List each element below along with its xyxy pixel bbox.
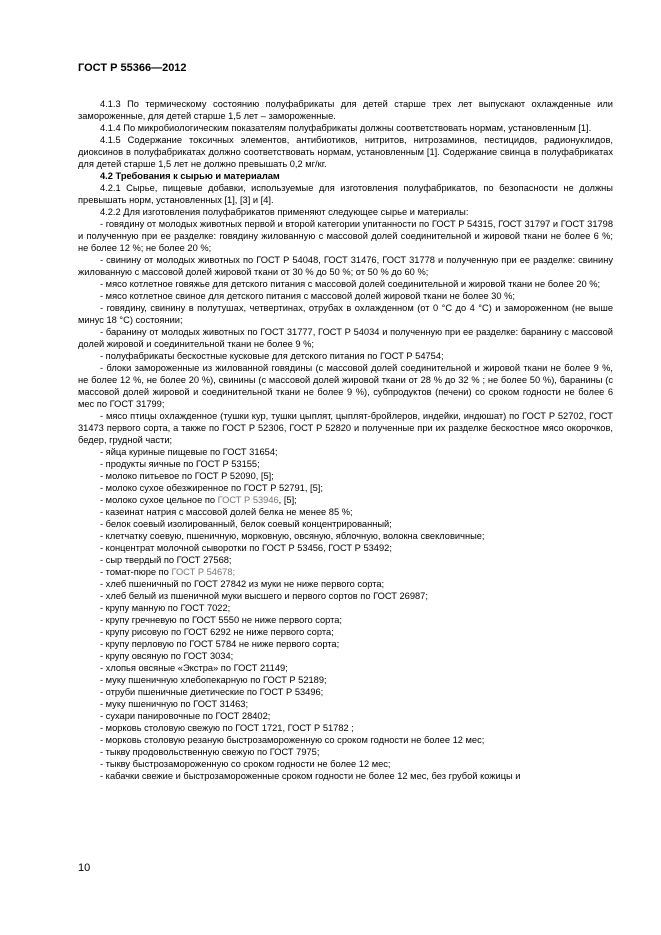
list-item: - говядину от молодых животных первой и второй категории упитанности по ГОСТ Р 54315, ГОСТ 31797 и ГОСТ 31798 и полученную при ее разделке: говядину жилованную с массовой долей соединительной и жировой ткани не более 6 %; не более 12 %; не более 20 %; (78, 219, 613, 253)
list-item: - яйца куриные пищевые по ГОСТ 31654; (100, 447, 278, 457)
item-text: - молоко сухое цельное по (100, 495, 218, 505)
page-number: 10 (78, 862, 91, 874)
list-item: - морковь столовую свежую по ГОСТ 1721, ГОСТ Р 51782 ; (100, 723, 354, 733)
section-heading: 4.2 Требования к сырью и материалам (100, 171, 280, 181)
list-item: - молоко питьевое по ГОСТ Р 52090, [5]; (100, 471, 274, 481)
list-item: - муку пшеничную хлебопекарную по ГОСТ Р 52189; (100, 675, 327, 685)
list-item: - белок соевый изолированный, белок соевый концентрированный; (100, 519, 392, 529)
list-item: - концентрат молочной сыворотки по ГОСТ Р 53456, ГОСТ Р 53492; (100, 543, 392, 553)
list-item: - крупу манную по ГОСТ 7022; (100, 603, 231, 613)
list-item: - сыр твердый по ГОСТ 27568; (100, 555, 232, 565)
list-item: - муку пшеничную по ГОСТ 31463; (100, 699, 249, 709)
document-body (78, 98, 613, 782)
paragraph: 4.1.5 Содержание токсичных элементов, антибиотиков, нитритов, нитрозаминов, пестицидов, радионуклидов, диоксинов в полуфабрикатах должно соответствовать нормам, установленным [1]. Содержание свинца в полуфабрикатах для детей старше 1,5 лет не должно превышать 0,2 мг/кг. (78, 135, 613, 169)
list-item: - хлеб пшеничный по ГОСТ 27842 из муки не ниже первого сорта; (100, 579, 385, 589)
item-text: - томат-пюре по (100, 567, 172, 577)
list-item: - отруби пшеничные диетические по ГОСТ Р 53496; (100, 687, 324, 697)
list-item (78, 494, 613, 506)
paragraph: 4.2.1 Сырье, пищевые добавки, используемые для изготовления полуфабрикатов, по безопасности не должны превышать норм, установленных [1], [3] и [4]. (78, 183, 613, 205)
list-item: - тыкву продовольственную свежую по ГОСТ 7975; (100, 747, 320, 757)
list-item: - блоки замороженные из жилованной говядины (с массовой долей соединительной и жировой ткани не более 9 %, не более 12 %, не более 20 %), свинины (с массовой долей жировой ткани от 28 % до 32 % ; не более 50 %), баранины (с массовой долей жировой и соединительной ткани не более 9 %), субпродуктов (печени) со сроком годности не более 6 мес по ГОСТ 31799; (78, 363, 613, 409)
list-item: - казеинат натрия с массовой долей белка не менее 85 %; (100, 507, 353, 517)
list-item: - крупу овсяную по ГОСТ 3034; (100, 651, 234, 661)
list-item: - хлопья овсяные «Экстра» по ГОСТ 21149; (100, 663, 288, 673)
list-item: - мясо котлетное свиное для детского питания с массовой долей жировой ткани не более 30 %; (100, 291, 515, 301)
list-item: - полуфабрикаты бескостные кусковые для детского питания по ГОСТ Р 54754; (100, 351, 444, 361)
list-item: - мясо птицы охлажденное (тушки кур, тушки цыплят, цыплят-бройлеров, индейки, индюшат) по ГОСТ Р 52702, ГОСТ 31473 первого сорта, а также по ГОСТ Р 52306, ГОСТ Р 52820 и полученные при их разделке бескостное мясо окорочков, бедер, грудной части; (78, 411, 613, 445)
list-item: - тыкву быстрозамороженную со сроком годности не более 12 мес; (100, 759, 391, 769)
list-item: - баранину от молодых животных по ГОСТ 31777, ГОСТ Р 54034 и полученную при ее разделке: баранину с массовой долей жировой и соединительной ткани не более 9 %; (78, 327, 613, 349)
gost-reference-link[interactable]: ГОСТ Р 53946 (217, 495, 279, 505)
paragraph: 4.2.2 Для изготовления полуфабрикатов применяют следующее сырье и материалы: (100, 207, 469, 217)
list-item: - сухари панировочные по ГОСТ 28402; (100, 711, 271, 721)
list-item: - мясо котлетное говяжье для детского питания с массовой долей соединительной и жировой ткани не более 20 %; (100, 279, 601, 289)
list-item: - продукты яичные по ГОСТ Р 53155; (100, 459, 260, 469)
list-item: - говядину, свинину в полутушах, четвертинах, отрубах в охлажденном (от 0 °С до 4 °С) и замороженном (не выше минус 18 °С) состоянии; (78, 303, 613, 325)
gost-reference-link[interactable]: ГОСТ Р 54678; (171, 567, 236, 577)
list-item: - хлеб белый из пшеничной муки высшего и первого сортов по ГОСТ 26987; (100, 591, 428, 601)
list-item: - молоко сухое обезжиренное по ГОСТ Р 52791, [5]; (100, 483, 323, 493)
list-item: - крупу перловую по ГОСТ 5784 не ниже первого сорта; (100, 639, 340, 649)
list-item: - свинину от молодых животных по ГОСТ Р 54048, ГОСТ 31476, ГОСТ 31778 и полученную при ее разделке: свинину жилованную с массовой долей жировой ткани от 30 % до 50 %; от 50 % до 60 %; (78, 255, 613, 277)
paragraph: 4.1.4 По микробиологическим показателям полуфабрикаты должны соответствовать нормам, установленным [1]. (100, 123, 592, 133)
document-header: ГОСТ Р 55366—2012 (78, 62, 187, 74)
list-item: - морковь столовую резаную быстрозамороженную со сроком годности не более 12 мес; (100, 735, 485, 745)
list-item: - кабачки свежие и быстрозамороженные сроком годности не более 12 мес, без грубой кожицы и (100, 771, 521, 781)
list-item: - клетчатку соевую, пшеничную, морковную, овсяную, яблочную, волокна свекловичные; (100, 531, 485, 541)
list-item (78, 566, 613, 578)
list-item: - крупу рисовую по ГОСТ 6292 не ниже первого сорта; (100, 627, 334, 637)
list-item: - крупу гречневую по ГОСТ 5550 не ниже первого сорта; (100, 615, 343, 625)
paragraph: 4.1.3 По термическому состоянию полуфабрикаты для детей старше трех лет выпускают охлажденные или замороженные, для детей старше 1,5 лет – замороженные. (78, 99, 613, 121)
item-text: , [5]; (278, 495, 297, 505)
